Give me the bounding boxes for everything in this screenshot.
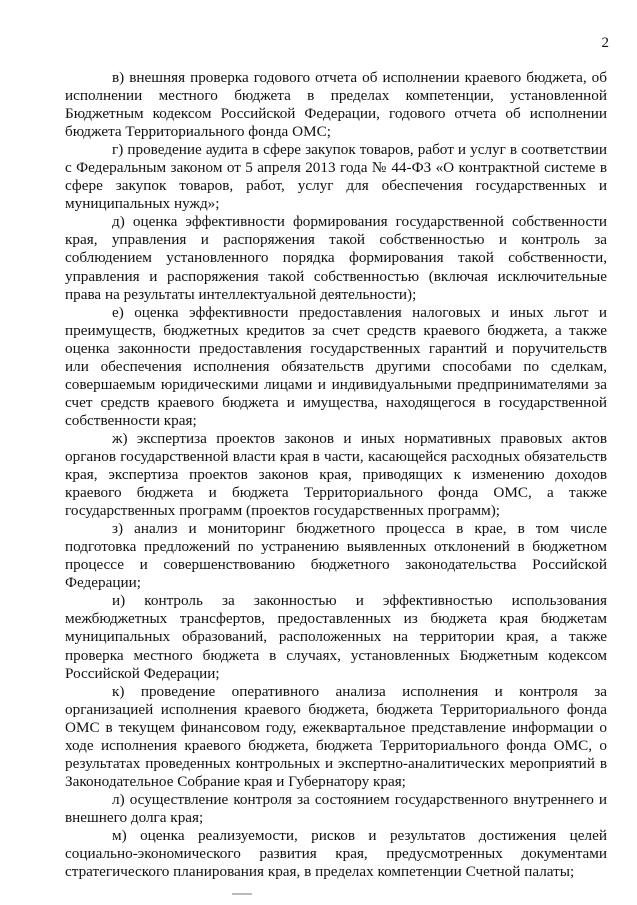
paragraph-i: и) контроль за законностью и эффективностью использования межбюджетных трансфертов, предоставленных из бюджета края бюджетам муниципальных образований, расположенных на территории края, а также проверка местного бюджета в случаях, установленных Бюджетным кодексом Российской Федерации;	[65, 592, 607, 682]
page-number: 2	[601, 35, 609, 51]
paragraph-k: к) проведение оперативного анализа исполнения и контроля за организацией исполнения краевого бюджета, бюджета Территориального фонда ОМС в текущем финансовом году, ежеквартальное представление информации о ходе исполнения краевого бюджета, бюджета Территориального фонда ОМС, о результатах проведенных контрольных и экспертно-аналитических мероприятий в Законодательное Собрание края и Губернатору края;	[65, 682, 607, 790]
paragraph-m: м) оценка реализуемости, рисков и результатов достижения целей социально-экономического развития края, предусмотренных документами стратегического планирования края, в пределах компетенции Счетной палаты;	[65, 826, 607, 881]
paragraph-l: л) осуществление контроля за состоянием государственного внутреннего и внешнего долга края;	[65, 790, 607, 826]
paragraph-z: з) анализ и мониторинг бюджетного процесса в крае, в том числе подготовка предложений по устранению выявленных отклонений в бюджетном процессе и совершенствованию бюджетного законодательства Российской Федерации;	[65, 520, 607, 592]
paragraph-e: е) оценка эффективности предоставления налоговых и иных льгот и преимуществ, бюджетных кредитов за счет средств краевого бюджета, а также оценка законности предоставления государственных гарантий и поручительств или обеспечения исполнения обязательств другими способами по сделкам, совершаемым юридическими лицами и индивидуальными предпринимателями за счет средств краевого бюджета и имущества, находящегося в государственной собственности края;	[65, 303, 607, 429]
paragraph-d: д) оценка эффективности формирования государственной собственности края, управления и распоряжения такой собственностью и контроль за соблюдением установленного порядка формирования такой собственности, управления и распоряжения такой собственностью (включая исключительные права на результаты интеллектуальной деятельности);	[65, 213, 607, 303]
paragraph-v: в) внешняя проверка годового отчета об исполнении краевого бюджета, об исполнении местного бюджета в пределах компетенции, установленной Бюджетным кодексом Российской Федерации, годового отчета об исполнении бюджета Территориального фонда ОМС;	[65, 69, 607, 141]
paragraph-zh: ж) экспертиза проектов законов и иных нормативных правовых актов органов государственной власти края в части, касающейся расходных обязательств края, экспертиза проектов законов края, приводящих к изменению доходов краевого бюджета и бюджета Территориального фонда ОМС, а также государственных программ (проектов государственных программ);	[65, 429, 607, 520]
document-body	[65, 69, 607, 881]
scan-mark	[232, 893, 252, 895]
paragraph-g: г) проведение аудита в сфере закупок товаров, работ и услуг в соответствии с Федеральным законом от 5 апреля 2013 года № 44-ФЗ «О контрактной системе в сфере закупок товаров, работ, услуг для обеспечения государственных и муниципальных нужд»;	[65, 141, 607, 213]
